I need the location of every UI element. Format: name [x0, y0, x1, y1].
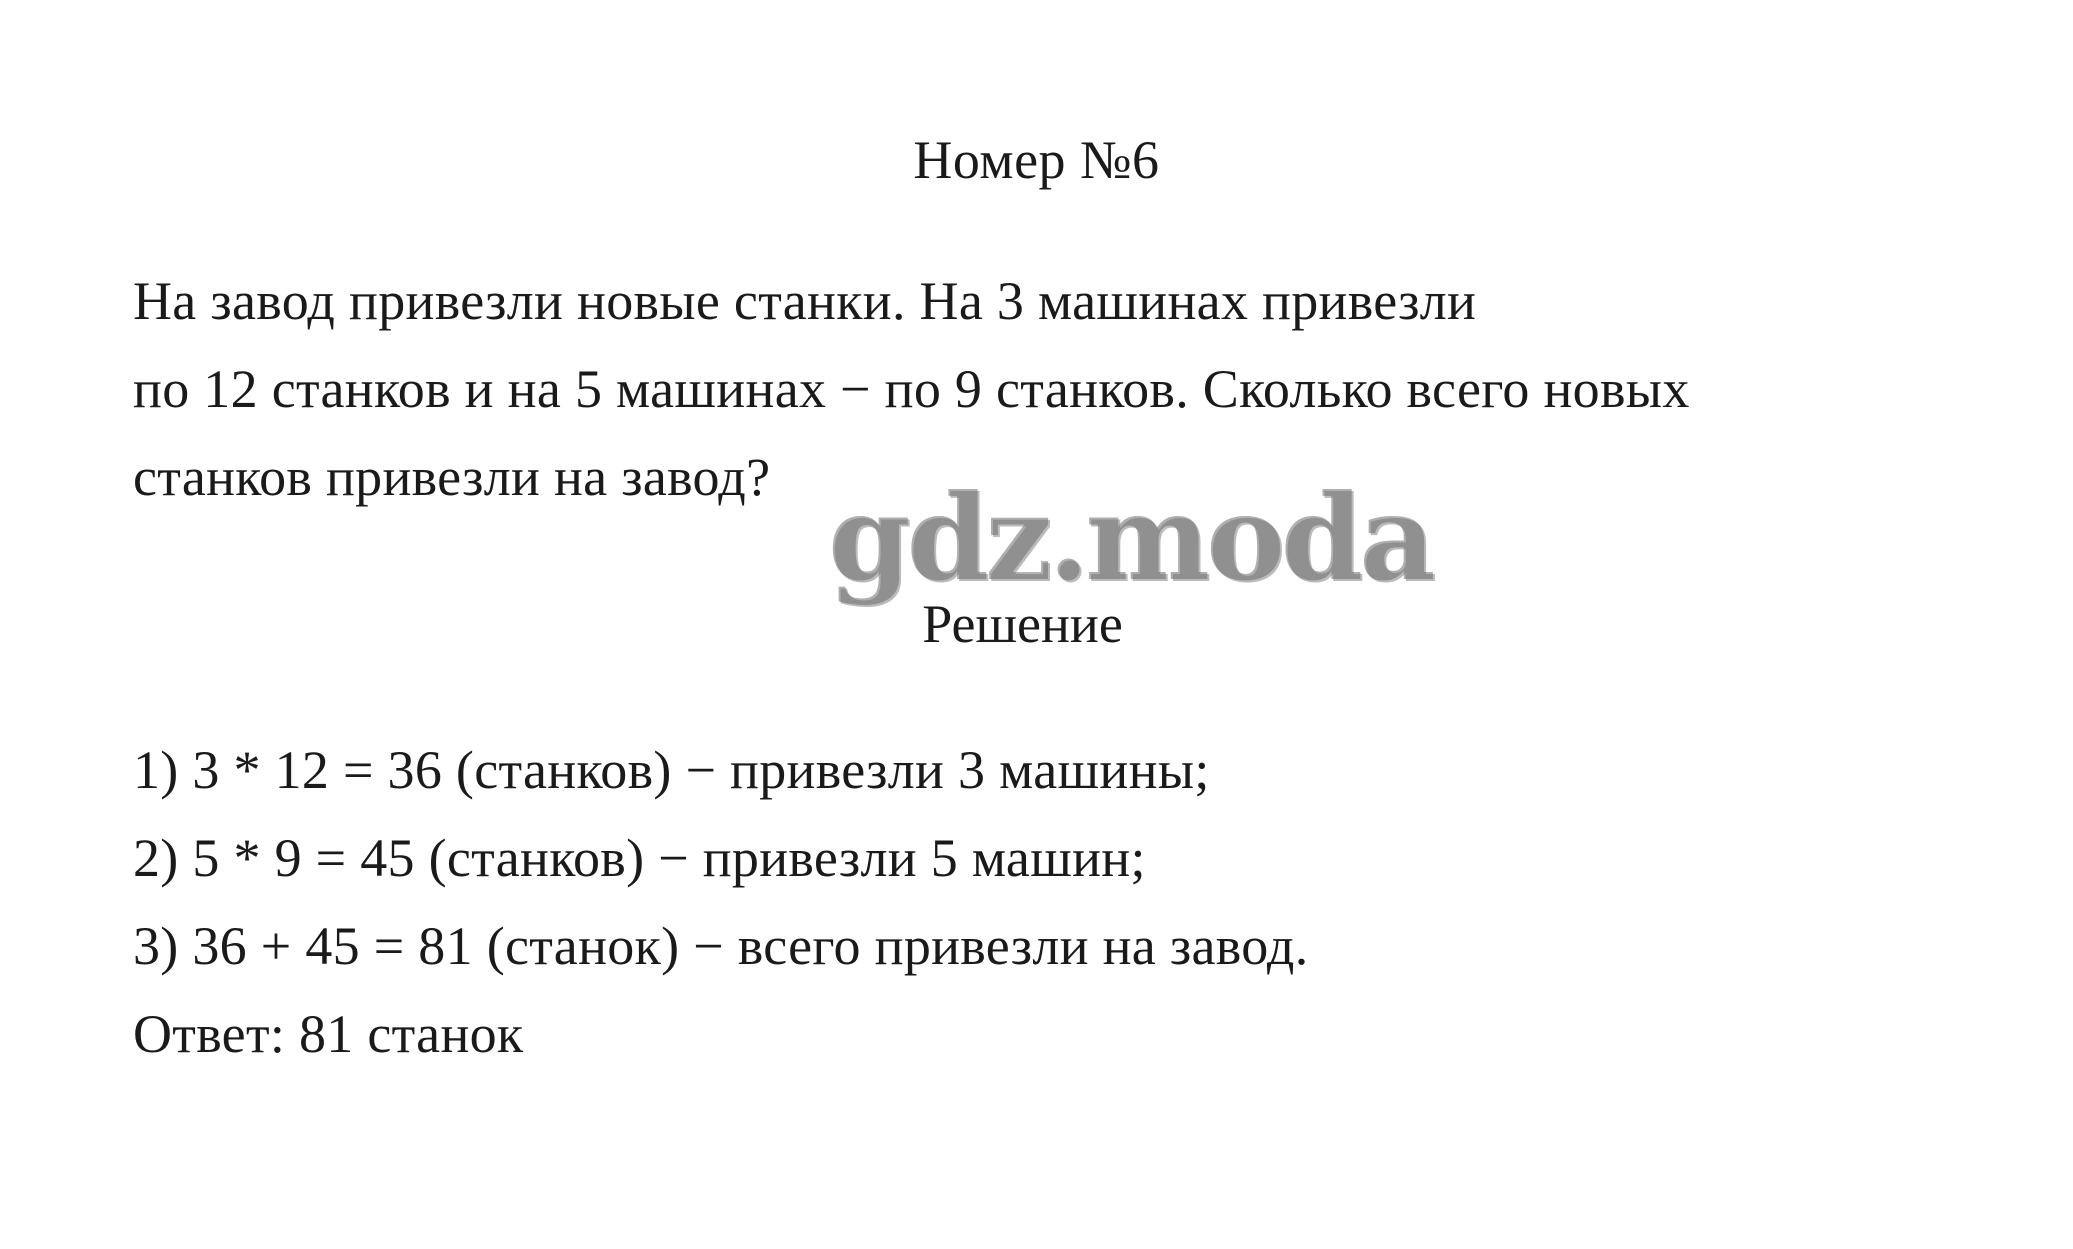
- problem-statement: [133, 266, 1983, 530]
- problem-line: На завод привезли новые станки. На 3 машинах привезли: [133, 271, 1477, 331]
- solution-steps: [133, 735, 1983, 1087]
- solution-step: 2) 5 * 9 = 45 (станков) − привезли 5 машин;: [133, 828, 1146, 888]
- solution-heading: Решение: [922, 594, 1123, 654]
- solution-step: 3) 36 + 45 = 81 (станок) − всего привезли на завод.: [133, 916, 1309, 976]
- watermark-logo: gdz.moda: [828, 468, 1432, 607]
- problem-title: Номер №6: [913, 130, 1160, 190]
- problem-line: по 12 станков и на 5 машинах − по 9 станков. Сколько всего новых: [133, 359, 1690, 419]
- solution-step: 1) 3 * 12 = 36 (станков) − привезли 3 машины;: [133, 740, 1210, 800]
- problem-line: станков привезли на завод?: [133, 447, 771, 507]
- answer-line: Ответ: 81 станок: [133, 1004, 524, 1064]
